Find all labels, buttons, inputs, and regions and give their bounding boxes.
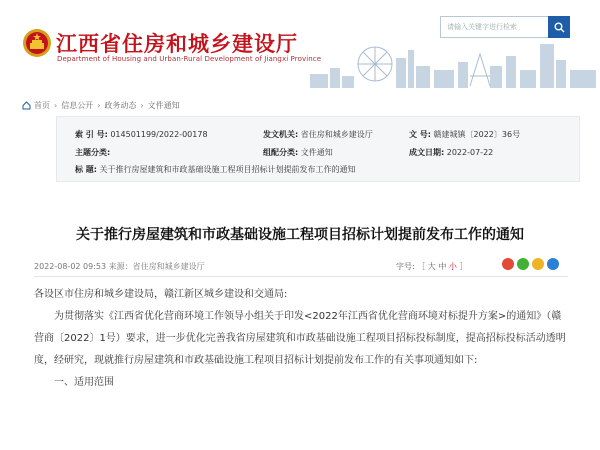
info-docno: 文 号: 赣建城镇〔2022〕36号 <box>409 130 521 139</box>
info-genre: 组配分类: 文件通知 <box>263 148 333 157</box>
font-size-large-button[interactable]: 大 <box>427 262 436 271</box>
article-body <box>34 284 568 394</box>
national-emblem-icon <box>22 28 52 58</box>
home-icon <box>22 101 31 110</box>
font-size-small-button[interactable]: 小 <box>448 262 457 271</box>
info-topic: 主题分类: <box>75 148 111 157</box>
city-skyline-illustration <box>300 40 600 88</box>
article-paragraph: 为贯彻落实《江西省优化营商环境工作领导小组关于印发<2022年江西省优化营商环境对标提升方案>的通知》（赣营商〔2022〕1号）要求，进一步优化完善我省房屋建筑和市政基础设施工程项目招标投标制度，提高招标投标活动透明度，经研究，现就推行房屋建筑和市政基础设施工程项目招标计划提前发布工作的有关事项通知如下: <box>34 311 566 366</box>
article-meta: 2022-08-02 09:53 来源：省住房和城乡建设厅 <box>34 262 205 271</box>
breadcrumb-info-disclosure[interactable]: 信息公开 <box>61 101 94 110</box>
breadcrumb <box>22 100 180 111</box>
document-info-box <box>56 116 580 182</box>
share-wechat-icon[interactable] <box>517 258 529 270</box>
breadcrumb-gov-news[interactable]: 政务动态 <box>104 101 137 110</box>
share-buttons <box>502 258 559 270</box>
breadcrumb-notices[interactable]: 文件通知 <box>147 101 180 110</box>
search-icon <box>554 22 565 33</box>
info-title: 标 题: 关于推行房屋建筑和市政基础设施工程项目招标计划提前发布工作的通知 <box>75 165 356 174</box>
site-title: 江西省住房和城乡建设厅 <box>56 32 298 56</box>
breadcrumb-separator: › <box>97 101 101 110</box>
article-title: 关于推行房屋建筑和市政基础设施工程项目招标计划提前发布工作的通知 <box>76 227 524 243</box>
site-header <box>0 0 600 88</box>
share-qq-icon[interactable] <box>547 258 559 270</box>
site-subtitle: Department of Housing and Urban-Rural Development of Jiangxi Province <box>57 55 322 63</box>
divider <box>34 276 568 277</box>
share-weibo-icon[interactable] <box>502 258 514 270</box>
search-button[interactable] <box>548 16 570 38</box>
breadcrumb-separator: › <box>54 101 58 110</box>
breadcrumb-separator: › <box>140 101 144 110</box>
info-publisher: 发文机关: 省住房和城乡建设厅 <box>263 130 373 139</box>
font-size-controls: 字号: ［ 大 中 小 ］ <box>396 262 468 271</box>
info-date: 成文日期: 2022-07-22 <box>409 148 494 157</box>
article-greeting: 各设区市住房和城乡建设局，赣江新区城乡建设和交通局: <box>34 289 288 300</box>
info-index: 索 引 号: 014501199/2022-00178 <box>75 130 208 139</box>
breadcrumb-home[interactable]: 首页 <box>34 101 50 110</box>
share-qzone-icon[interactable] <box>532 258 544 270</box>
section-heading: 一、适用范围 <box>54 377 114 388</box>
font-size-medium-button[interactable]: 中 <box>438 262 447 271</box>
font-size-label: 字号: <box>396 262 415 271</box>
search-input[interactable]: 请输入关键字进行检索 <box>440 16 570 38</box>
